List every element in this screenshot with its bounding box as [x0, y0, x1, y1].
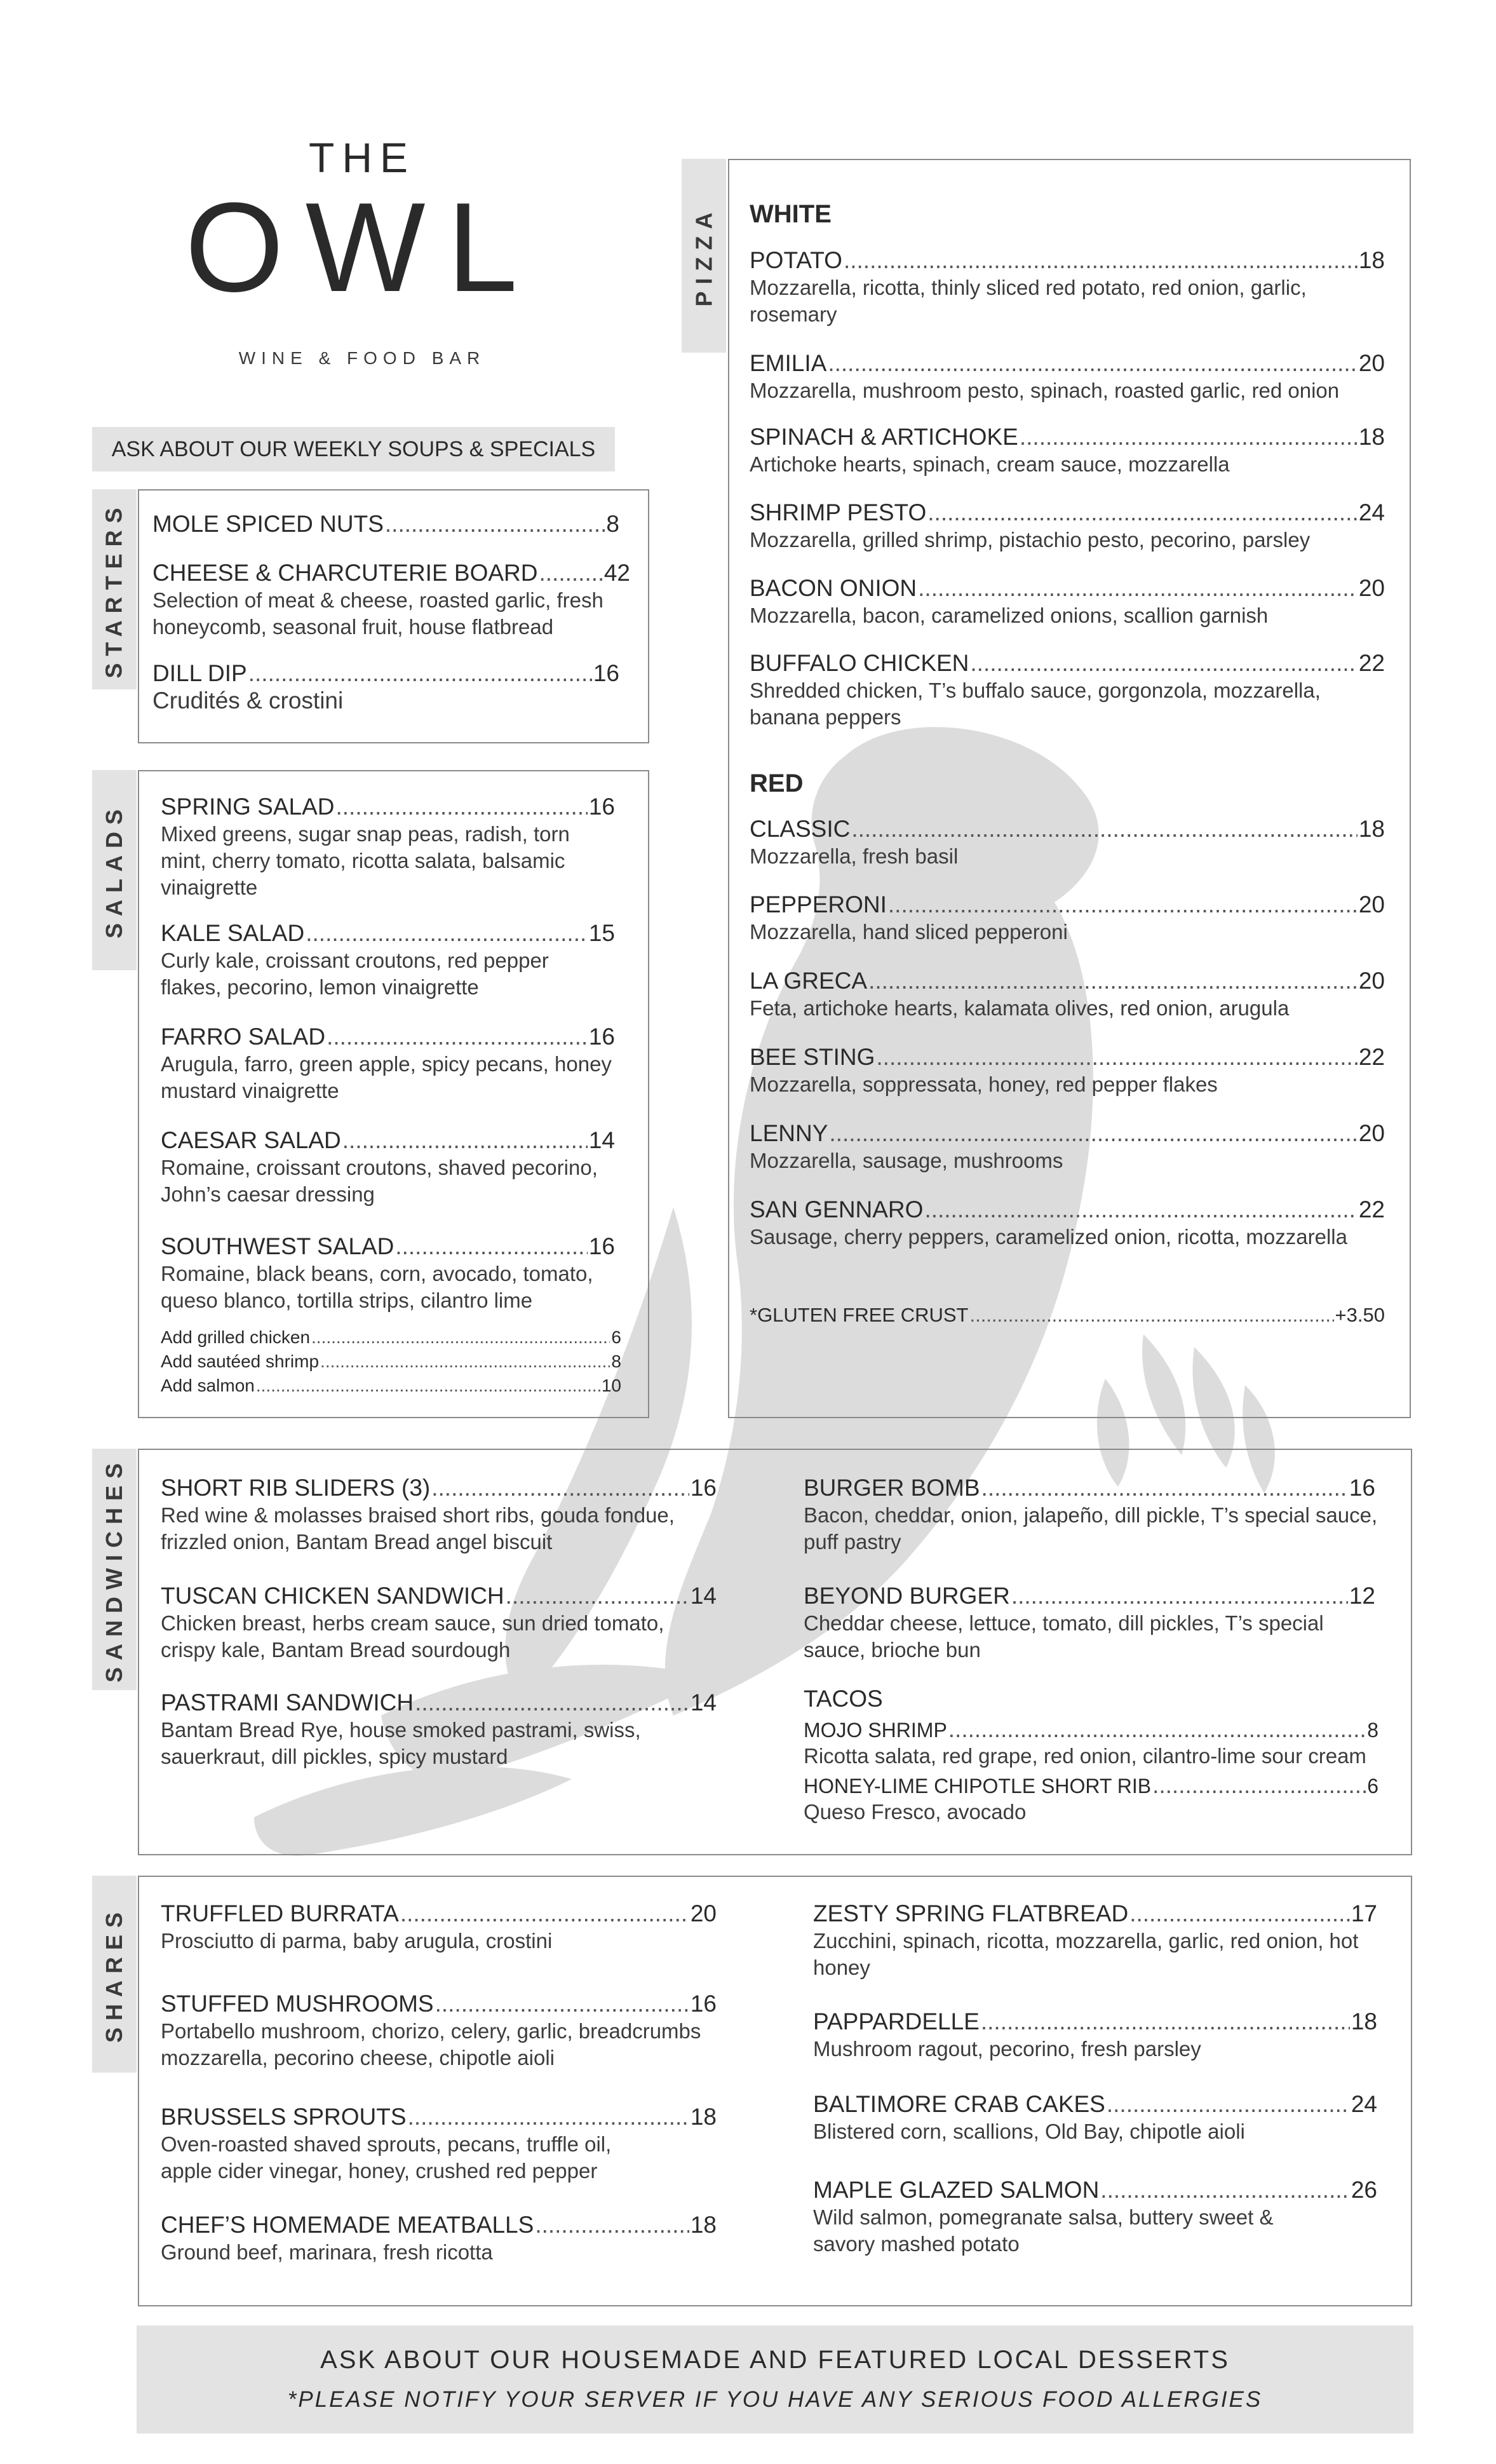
item-description: Portabello mushroom, chorizo, celery, garlic, breadcrumbs mozzarella, pecorino cheese, chipotle aioli: [161, 2019, 701, 2069]
item-description: Mozzarella, mushroom pesto, spinach, roasted garlic, red onion: [750, 379, 1340, 402]
menu-item: [161, 1127, 615, 1208]
menu-item: [161, 1900, 717, 1954]
item-name: TRUFFLED BURRATA: [161, 1900, 399, 1926]
item-price: 20: [1358, 968, 1385, 994]
item-price: 8: [1367, 1719, 1378, 1742]
item-description: Curly kale, croissant croutons, red pepper flakes, pecorino, lemon vinaigrette: [161, 949, 549, 999]
item-name: SPINACH & ARTICHOKE: [750, 424, 1018, 450]
item-description: Ground beef, marinara, fresh ricotta: [161, 2240, 493, 2264]
item-description: Sausage, cherry peppers, caramelized onion, ricotta, mozzarella: [750, 1225, 1347, 1249]
addon-row: [161, 1374, 621, 1398]
menu-item: [804, 1582, 1375, 1663]
item-description: Romaine, black beans, corn, avocado, tomato, queso blanco, tortilla strips, cilantro lime: [161, 1262, 593, 1312]
item-name: PASTRAMI SANDWICH: [161, 1689, 414, 1716]
menu-item: [161, 2211, 717, 2266]
item-description: Arugula, farro, green apple, spicy pecans, honey mustard vinaigrette: [161, 1052, 612, 1102]
item-name: BRUSSELS SPROUTS: [161, 2104, 407, 2130]
menu-item: [750, 247, 1385, 328]
item-price: 15: [588, 920, 615, 946]
addon-name: Add sautéed shrimp: [161, 1351, 320, 1371]
item-description: Feta, artichoke hearts, kalamata olives, red onion, arugula: [750, 996, 1290, 1020]
item-price: 6: [1367, 1775, 1378, 1797]
item-price: 16: [588, 1024, 615, 1050]
item-price: 42: [603, 560, 630, 586]
sandwiches-tab: [92, 1449, 137, 1690]
item-name: EMILIA: [750, 350, 827, 376]
item-name: PAPPARDELLE: [813, 2008, 980, 2034]
item-price: 18: [690, 2212, 717, 2238]
item-price: 20: [1358, 350, 1385, 376]
menu-item: [161, 1474, 717, 1555]
item-name: SHRIMP PESTO: [750, 499, 927, 525]
item-name: MAPLE GLAZED SALMON: [813, 2177, 1100, 2203]
menu-item: [804, 1474, 1378, 1555]
item-name: SAN GENNARO: [750, 1196, 924, 1222]
menu-item: [161, 1689, 717, 1770]
pizza-tab: [682, 159, 726, 353]
allergy-note: *PLEASE NOTIFY YOUR SERVER IF YOU HAVE ANY SERIOUS FOOD ALLERGIES: [287, 2387, 1263, 2412]
menu-item: [161, 1990, 717, 2071]
addon-name: Add salmon: [161, 1376, 255, 1395]
item-description: Selection of meat & cheese, roasted garlic, fresh honeycomb, seasonal fruit, house flatbread: [152, 588, 603, 639]
pizza-red-heading: RED: [750, 769, 804, 797]
menu-item: [750, 1043, 1385, 1098]
item-description: Bantam Bread Rye, house smoked pastrami, swiss, sauerkraut, dill pickles, spicy mustard: [161, 1718, 641, 1768]
item-price: 20: [690, 1900, 717, 1926]
menu-item: [813, 2090, 1377, 2145]
pizza-label: PIZZA: [691, 205, 717, 306]
item-description: Cheddar cheese, lettuce, tomato, dill pickles, T’s special sauce, brioche bun: [804, 1611, 1324, 1662]
menu-item: [152, 510, 619, 538]
sandwiches-label: SANDWICHES: [101, 1456, 128, 1683]
menu-item: [804, 1773, 1378, 1825]
item-description: Mushroom ragout, pecorino, fresh parsley: [813, 2037, 1201, 2061]
item-name: CAESAR SALAD: [161, 1127, 341, 1153]
menu-item: [750, 1120, 1385, 1174]
menu-item: [750, 967, 1385, 1022]
item-description: Blistered corn, scallions, Old Bay, chipotle aioli: [813, 2120, 1245, 2143]
item-name: BEE STING: [750, 1044, 875, 1070]
item-price: 16: [588, 794, 615, 820]
menu-item: [161, 1582, 717, 1663]
item-name: MOLE SPICED NUTS: [152, 511, 384, 537]
item-name: SHORT RIB SLIDERS (3): [161, 1475, 431, 1501]
item-description: Artichoke hearts, spinach, cream sauce, mozzarella: [750, 452, 1230, 476]
item-name: KALE SALAD: [161, 920, 305, 946]
logo: [165, 133, 559, 369]
item-name: POTATO: [750, 247, 842, 273]
item-price: 8: [606, 511, 619, 537]
menu-item: [152, 559, 630, 640]
item-description: Mozzarella, ricotta, thinly sliced red potato, red onion, garlic, rosemary: [750, 276, 1307, 326]
item-description: Mozzarella, hand sliced pepperoni: [750, 920, 1068, 944]
item-description: Zucchini, spinach, ricotta, mozzarella, garlic, red onion, hot honey: [813, 1929, 1359, 1979]
item-price: 22: [1358, 1196, 1385, 1222]
addon-price: 10: [601, 1376, 621, 1395]
menu-item: [750, 649, 1385, 731]
menu-item: [804, 1717, 1378, 1770]
item-description: Wild salmon, pomegranate salsa, buttery sweet & savory mashed potato: [813, 2205, 1274, 2256]
item-price: 22: [1358, 1044, 1385, 1070]
item-price: 18: [1358, 424, 1385, 450]
item-price: 14: [690, 1689, 717, 1716]
salads-tab: [92, 770, 137, 970]
shares-label: SHARES: [101, 1905, 127, 2043]
item-description: Mozzarella, sausage, mushrooms: [750, 1149, 1063, 1172]
item-name: FARRO SALAD: [161, 1024, 326, 1050]
item-description: Shredded chicken, T’s buffalo sauce, gorgonzola, mozzarella, banana peppers: [750, 679, 1321, 729]
footer-banner: [137, 2325, 1413, 2434]
item-name: SPRING SALAD: [161, 794, 335, 820]
tacos-heading: TACOS: [804, 1686, 883, 1712]
logo-owl: OWL: [185, 177, 539, 318]
item-description: Prosciutto di parma, baby arugula, crostini: [161, 1929, 553, 1953]
item-price: 18: [1351, 2008, 1377, 2034]
menu-item: [750, 423, 1385, 478]
item-name: DILL DIP: [152, 660, 247, 686]
logo-tagline: WINE & FOOD BAR: [238, 348, 486, 368]
item-price: 14: [690, 1583, 717, 1609]
item-price: 14: [588, 1127, 615, 1153]
menu-item: [750, 349, 1385, 404]
item-name: BUFFALO CHICKEN: [750, 650, 969, 676]
item-name: LA GRECA: [750, 968, 868, 994]
item-name: PEPPERONI: [750, 891, 887, 917]
item-price: 17: [1351, 1900, 1377, 1926]
pizza-white-heading: WHITE: [750, 200, 832, 228]
item-name: ZESTY SPRING FLATBREAD: [813, 1900, 1129, 1926]
item-price: 16: [690, 1475, 717, 1501]
logo-the: THE: [309, 134, 415, 181]
item-description: Crudités & crostini: [152, 687, 344, 714]
item-price: 16: [593, 660, 619, 686]
item-name: HONEY-LIME CHIPOTLE SHORT RIB: [804, 1775, 1152, 1797]
addon-price: 8: [611, 1351, 621, 1371]
item-price: 16: [1349, 1475, 1375, 1501]
addon-row: [161, 1325, 621, 1350]
menu-item: [161, 919, 615, 1001]
addon-name: Add grilled chicken: [161, 1327, 311, 1347]
salads-label: SALADS: [101, 802, 128, 938]
menu-item: [750, 1196, 1385, 1250]
item-description: Bacon, cheddar, onion, jalapeño, dill pickle, T’s special sauce, puff pastry: [804, 1503, 1378, 1554]
item-description: Mozzarella, bacon, caramelized onions, scallion garnish: [750, 604, 1269, 627]
item-price: 24: [1358, 499, 1385, 525]
item-description: Mozzarella, fresh basil: [750, 844, 959, 868]
gluten-free-note: [750, 1301, 1385, 1329]
menu-item: [750, 499, 1385, 553]
item-price: 16: [588, 1233, 615, 1259]
desserts-note: ASK ABOUT OUR HOUSEMADE AND FEATURED LOCAL DESSERTS: [320, 2346, 1230, 2374]
item-name: BEYOND BURGER: [804, 1583, 1010, 1609]
specials-banner: [92, 427, 615, 471]
menu-item: [161, 2103, 717, 2184]
item-price: 18: [1358, 816, 1385, 842]
item-name: BURGER BOMB: [804, 1475, 980, 1501]
menu-item: [813, 2008, 1377, 2062]
item-price: 20: [1358, 1120, 1385, 1146]
menu-item: [161, 793, 615, 901]
item-description: Ricotta salata, red grape, red onion, cilantro-lime sour cream: [804, 1744, 1366, 1768]
item-price: 20: [1358, 891, 1385, 917]
gluten-free-price: +3.50: [1335, 1304, 1385, 1326]
item-name: TUSCAN CHICKEN SANDWICH: [161, 1583, 504, 1609]
item-price: 18: [1358, 247, 1385, 273]
gluten-free-label: *GLUTEN FREE CRUST: [750, 1304, 969, 1326]
item-name: CLASSIC: [750, 816, 851, 842]
menu-item: [813, 2176, 1377, 2258]
item-price: 20: [1358, 575, 1385, 601]
menu-item: [750, 815, 1385, 870]
menu-item: [750, 891, 1385, 945]
item-name: STUFFED MUSHROOMS: [161, 1991, 434, 2017]
item-description: Queso Fresco, avocado: [804, 1800, 1027, 1824]
menu-item: [161, 1233, 615, 1314]
starters-label: STARTERS: [101, 500, 127, 679]
item-price: 12: [1349, 1583, 1375, 1609]
addon-price: 6: [611, 1327, 621, 1347]
item-description: Mixed greens, sugar snap peas, radish, torn mint, cherry tomato, ricotta salata, balsamic vinaigrette: [161, 822, 570, 899]
item-price: 24: [1351, 2091, 1377, 2117]
menu-item: [813, 1900, 1377, 1981]
item-name: BALTIMORE CRAB CAKES: [813, 2091, 1105, 2117]
salad-addons: [161, 1325, 621, 1398]
item-description: Mozzarella, soppressata, honey, red pepper flakes: [750, 1073, 1218, 1096]
menu-item: [152, 660, 619, 714]
item-description: Chicken breast, herbs cream sauce, sun dried tomato, crispy kale, Bantam Bread sourdough: [161, 1611, 664, 1662]
addon-row: [161, 1350, 621, 1374]
item-name: LENNY: [750, 1120, 828, 1146]
menu-item: [161, 1023, 615, 1104]
item-price: 16: [690, 1991, 717, 2017]
item-name: CHEF’S HOMEMADE MEATBALLS: [161, 2212, 534, 2238]
menu-item: [750, 574, 1385, 629]
item-description: Romaine, croissant croutons, shaved pecorino, John’s caesar dressing: [161, 1156, 598, 1206]
item-description: Mozzarella, grilled shrimp, pistachio pesto, pecorino, parsley: [750, 528, 1311, 552]
item-name: CHEESE & CHARCUTERIE BOARD: [152, 560, 538, 586]
item-name: SOUTHWEST SALAD: [161, 1233, 394, 1259]
shares-tab: [92, 1876, 137, 2073]
item-description: Oven-roasted shaved sprouts, pecans, truffle oil, apple cider vinegar, honey, crushed red pepper: [161, 2132, 612, 2183]
item-price: 18: [690, 2104, 717, 2130]
item-price: 22: [1358, 650, 1385, 676]
specials-banner-text: ASK ABOUT OUR WEEKLY SOUPS & SPECIALS: [111, 437, 596, 461]
item-price: 26: [1351, 2177, 1377, 2203]
item-name: MOJO SHRIMP: [804, 1719, 947, 1742]
item-description: Red wine & molasses braised short ribs, gouda fondue, frizzled onion, Bantam Bread angel biscuit: [161, 1503, 675, 1554]
starters-tab: [92, 489, 137, 689]
item-name: BACON ONION: [750, 575, 917, 601]
